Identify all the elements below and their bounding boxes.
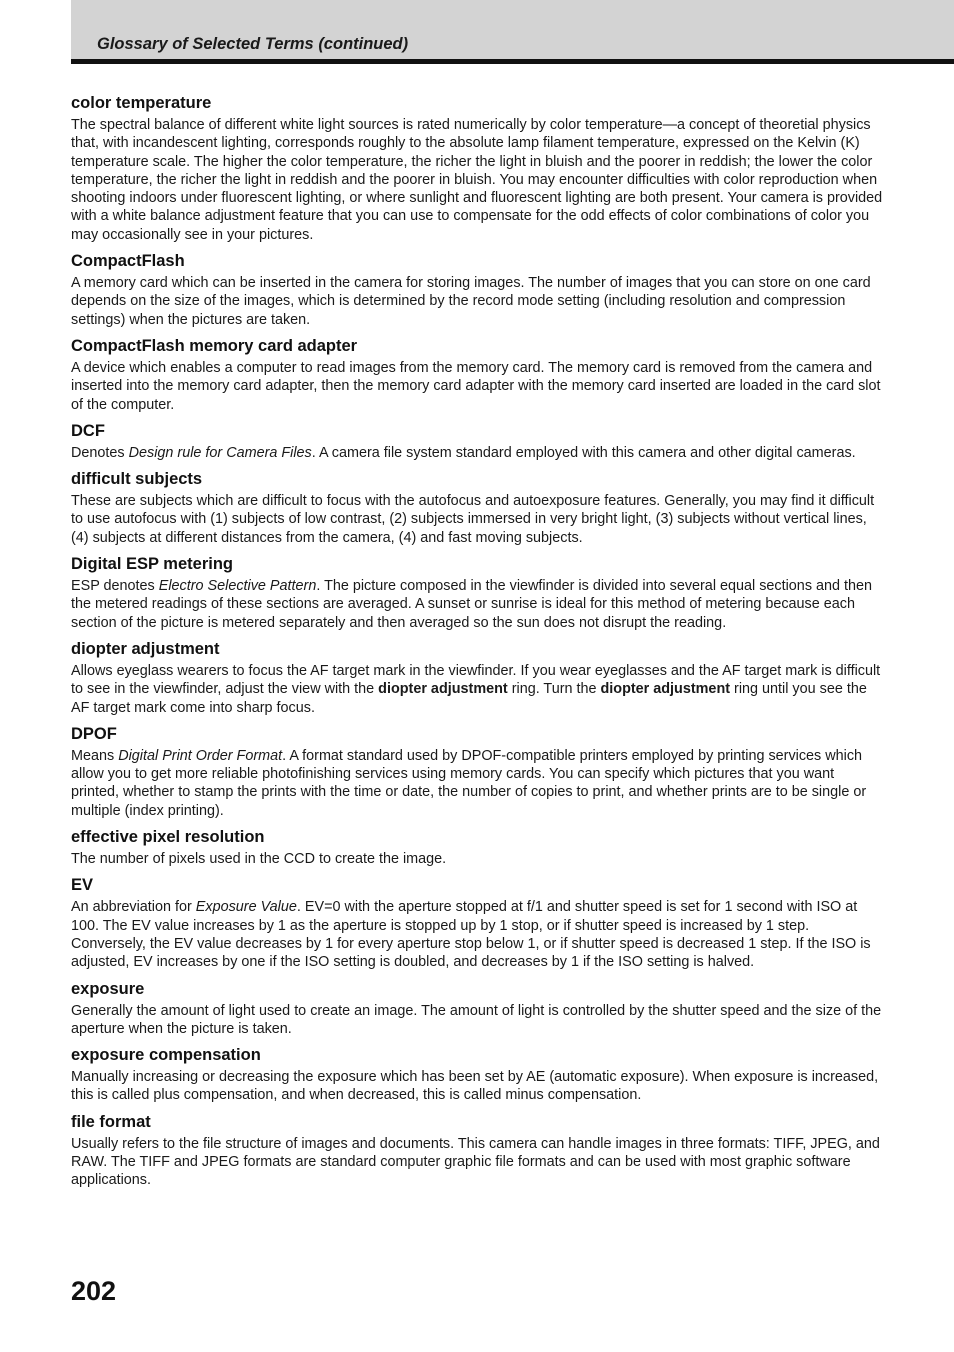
glossary-entry — [71, 638, 883, 717]
definition-text: Means — [71, 747, 119, 764]
definition-text: A memory card which can be inserted in the camera for storing images. The number of images that you can store on one card depends on the size of the images, which is determined by the record mode setting (including resolution and compression settings) when the pictures are taken. — [71, 275, 871, 328]
glossary-term: DPOF — [71, 724, 117, 743]
glossary-term: exposure compensation — [71, 1046, 261, 1065]
definition-text: Usually refers to the file structure of images and documents. This camera can handle images in three formats: TIFF, JPEG, and RAW. The TIFF and JPEG formats are standard computer graphic file formats and can be used with most graphic software applications. — [71, 1135, 880, 1189]
glossary-entry — [71, 1044, 883, 1105]
page-number: 202 — [71, 1276, 117, 1306]
glossary-definition — [71, 444, 883, 462]
glossary-term: Digital ESP metering — [71, 555, 233, 574]
definition-bold-text: diopter adjustment — [600, 681, 731, 698]
glossary-term: EV — [71, 876, 94, 895]
glossary-term: file format — [71, 1112, 151, 1131]
glossary-term: difficult subjects — [71, 470, 203, 489]
glossary-term: CompactFlash — [71, 252, 185, 271]
definition-text: These are subjects which are difficult to focus with the autofocus and autoexposure features. Generally, you may find it difficult to use autofocus with (1) subjects of low contrast, (2) subjects immersed in very bright light, (3) subjects without vertical lines, (4) subjects at different distances from the camera, (4) and fast moving subjects. — [71, 493, 875, 546]
glossary-entry — [71, 874, 883, 971]
glossary-content — [71, 92, 883, 1196]
glossary-entry — [71, 978, 883, 1039]
definition-text: Denotes — [71, 444, 129, 461]
definition-bold-text: diopter adjustment — [378, 681, 508, 698]
glossary-entry — [71, 92, 883, 244]
glossary-entry — [71, 723, 883, 820]
definition-text: An abbreviation for — [71, 899, 196, 916]
definition-text: . A format standard used by DPOF-compatible printers employed by printing services which allow you to get more reliable photofinishing services using memory cards. You can specify which pictures that you want printed, whether to stamp the prints with the time or date, the number of copies to print, and whether prints are to be single or multiple (index printing). — [71, 747, 867, 819]
definition-text: The number of pixels used in the CCD to create the image. — [71, 851, 447, 868]
glossary-term: diopter adjustment — [71, 639, 220, 658]
glossary-term: color temperature — [71, 94, 212, 112]
definition-italic-text: Digital Print Order Format — [118, 747, 283, 764]
definition-italic-text: Electro Selective Pattern — [158, 578, 317, 595]
glossary-definition — [71, 850, 883, 868]
glossary-definition — [71, 898, 883, 971]
definition-text: ring until you see the AF target mark come into sharp focus. — [71, 681, 867, 716]
definition-text: Manually increasing or decreasing the exposure which has been set by AE (automatic exposure). When exposure is increased, this is called plus compensation, and when decreased, this is called minus compensation. — [71, 1069, 879, 1104]
glossary-definition — [71, 662, 883, 717]
glossary-entry — [71, 335, 883, 414]
glossary-entry — [71, 1111, 883, 1190]
definition-text: . The picture composed in the viewfinder is divided into several equal sections and then the metered readings of these sections are averaged. A sunset or sunrise is ideal for this method of metering because each section of the picture is metered separately and then averaged so the sun does not disrupt the reading. — [71, 578, 873, 631]
glossary-term: exposure — [71, 979, 145, 998]
definition-text: A device which enables a computer to read images from the memory card. The memory card is removed from the camera and inserted into the memory card adapter, then the memory card adapter with the memory card inserted are loaded in the card slot of the computer. — [71, 359, 881, 413]
definition-italic-text: Exposure Value — [195, 899, 297, 916]
glossary-definition — [71, 1002, 883, 1039]
glossary-entry — [71, 420, 883, 462]
glossary-term: effective pixel resolution — [71, 828, 265, 847]
page-header-title: Glossary of Selected Terms (continued) — [97, 35, 409, 53]
glossary-definition — [71, 1135, 883, 1190]
definition-text: . A camera file system standard employed with this camera and other digital cameras. — [311, 444, 856, 461]
definition-text: Allows eyeglass wearers to focus the AF target mark in the viewfinder. If you wear eyeglasses and the AF target mark is difficult to see in the viewfinder, adjust the view with the — [71, 662, 881, 698]
glossary-term: DCF — [71, 421, 105, 440]
definition-text: The spectral balance of different white light sources is rated numerically by color temperature—a concept of theoretial physics that, with incandescent lighting, corresponds roughly to the absolute lamp filament temperature, expressed on the Kelvin (K) temperature scale. The higher the color temperature, the richer the light in bluish and the poorer in reddish; the lower the color temperature, the richer the light in reddish and the poorer in bluish. You may encounter difficulties with color reproduction when shooting indoors under fluorescent lighting, or where sunlight and fluorescent lighting are both present. Your camera is provided with a white balance adjustment feature that you can use to compensate for the odd effects of color combinations of color you may occasionally see in your pictures. — [71, 117, 883, 243]
glossary-term: CompactFlash memory card adapter — [71, 336, 358, 355]
definition-text: ring. Turn the — [507, 681, 601, 698]
glossary-definition — [71, 116, 883, 244]
glossary-entry — [71, 250, 883, 329]
glossary-definition — [71, 1068, 883, 1105]
glossary-definition — [71, 747, 883, 820]
definition-italic-text: Design rule for Camera Files — [128, 444, 312, 461]
glossary-entry — [71, 553, 883, 632]
glossary-definition — [71, 492, 883, 547]
definition-text: Generally the amount of light used to create an image. The amount of light is controlled by the shutter speed and the size of the aperture when the picture is taken. — [71, 1002, 882, 1037]
definition-text: . EV=0 with the aperture stopped at f/1 and shutter speed is set for 1 second with ISO at 100. The EV value increases by 1 as the aperture is stopped up by 1 stop, or if shutter speed is increased by 1 step. Conversely, the EV value decreases by 1 for every aperture stop below 1, or if shutter speed is decreased 1 step. If the ISO is adjusted, EV increases by one if the ISO setting is doubled, and decreases by 1 if the ISO setting is halved. — [71, 899, 871, 971]
glossary-definition — [71, 359, 883, 414]
glossary-definition — [71, 577, 883, 632]
header-rule — [71, 59, 954, 64]
glossary-entry — [71, 468, 883, 547]
glossary-entry — [71, 826, 883, 868]
glossary-definition — [71, 274, 883, 329]
definition-text: ESP denotes — [71, 578, 159, 595]
